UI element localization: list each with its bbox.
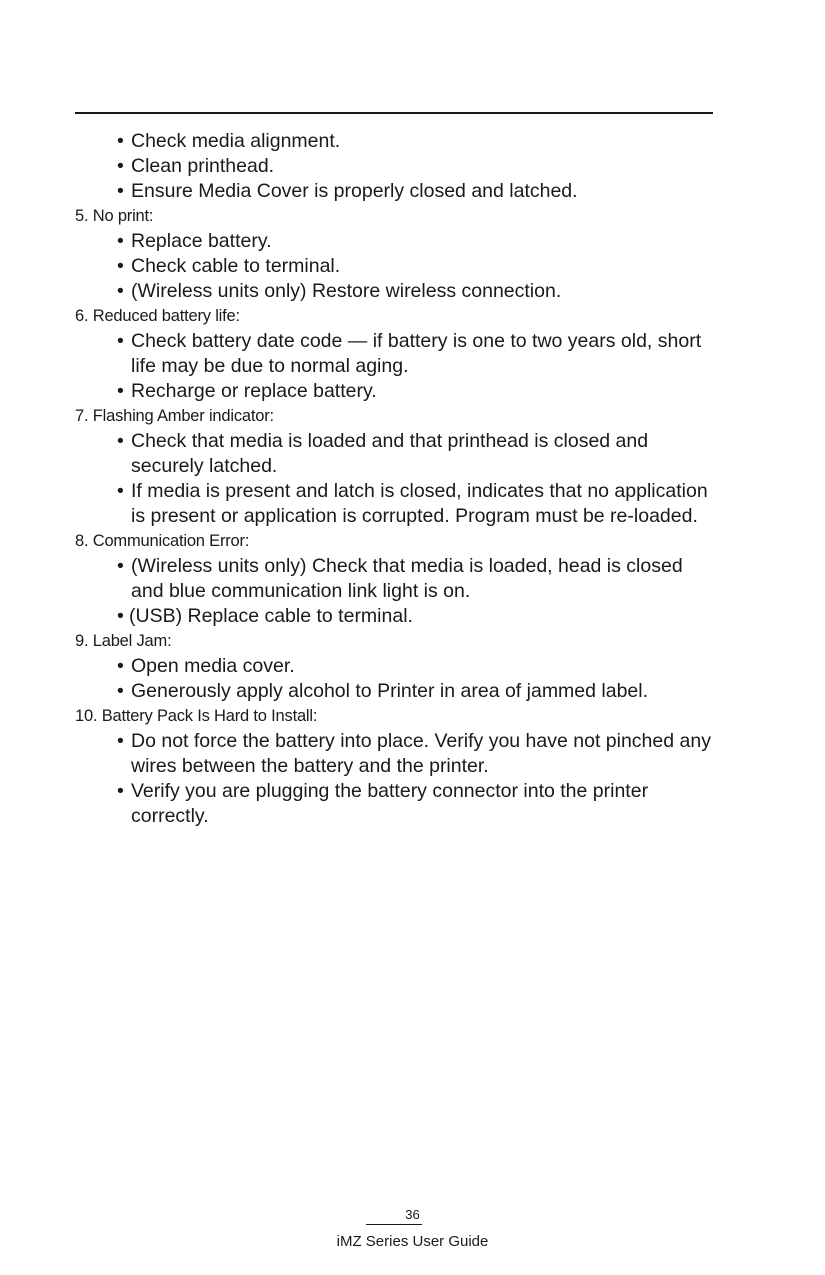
section-heading-communication-error: 8. Communication Error: xyxy=(75,532,250,550)
bullet-restore-wireless: • (Wireless units only) Restore wireless connection. xyxy=(117,279,715,304)
bullet-recharge-battery: • Recharge or replace battery. xyxy=(117,379,715,404)
footer-rule xyxy=(366,1224,422,1225)
bullet-do-not-force-battery: • Do not force the battery into place. Verify you have not pinched any wires between the battery and the printer. xyxy=(117,729,715,779)
intro-bullet-media-alignment: • Check media alignment. xyxy=(117,129,715,154)
section-heading-battery-pack: 10. Battery Pack Is Hard to Install: xyxy=(75,707,318,725)
bullet-verify-connector: • Verify you are plugging the battery connector into the printer correctly. xyxy=(117,779,715,829)
bullet-replace-battery: • Replace battery. xyxy=(117,229,715,254)
troubleshooting-list xyxy=(75,129,715,829)
bullet-check-cable: • Check cable to terminal. xyxy=(117,254,715,279)
section-heading-no-print: 5. No print: xyxy=(75,207,154,225)
page-number: 36 xyxy=(405,1207,420,1222)
bullet-application-corrupted: • If media is present and latch is closed, indicates that no application is present or application is corrupted. Program must be re-loaded. xyxy=(117,479,715,529)
bullet-apply-alcohol: • Generously apply alcohol to Printer in area of jammed label. xyxy=(117,679,715,704)
bullet-battery-date-code: • Check battery date code — if battery is one to two years old, short life may be due to normal aging. xyxy=(117,329,715,379)
bullet-check-media-loaded: • Check that media is loaded and that printhead is closed and securely latched. xyxy=(117,429,715,479)
bullet-open-media-cover: • Open media cover. xyxy=(117,654,715,679)
section-heading-flashing-amber: 7. Flashing Amber indicator: xyxy=(75,407,274,425)
bullet-usb-replace-cable: • (USB) Replace cable to terminal. xyxy=(117,604,715,629)
section-heading-reduced-battery-life: 6. Reduced battery life: xyxy=(75,307,240,325)
header-rule xyxy=(75,112,713,114)
intro-bullet-clean-printhead: • Clean printhead. xyxy=(117,154,715,179)
bullet-wireless-link-light: • (Wireless units only) Check that media is loaded, head is closed and blue communication link light is on. xyxy=(117,554,715,604)
section-heading-label-jam: 9. Label Jam: xyxy=(75,632,172,650)
guide-title: iMZ Series User Guide xyxy=(336,1233,489,1250)
intro-bullet-media-cover: • Ensure Media Cover is properly closed and latched. xyxy=(117,179,715,204)
